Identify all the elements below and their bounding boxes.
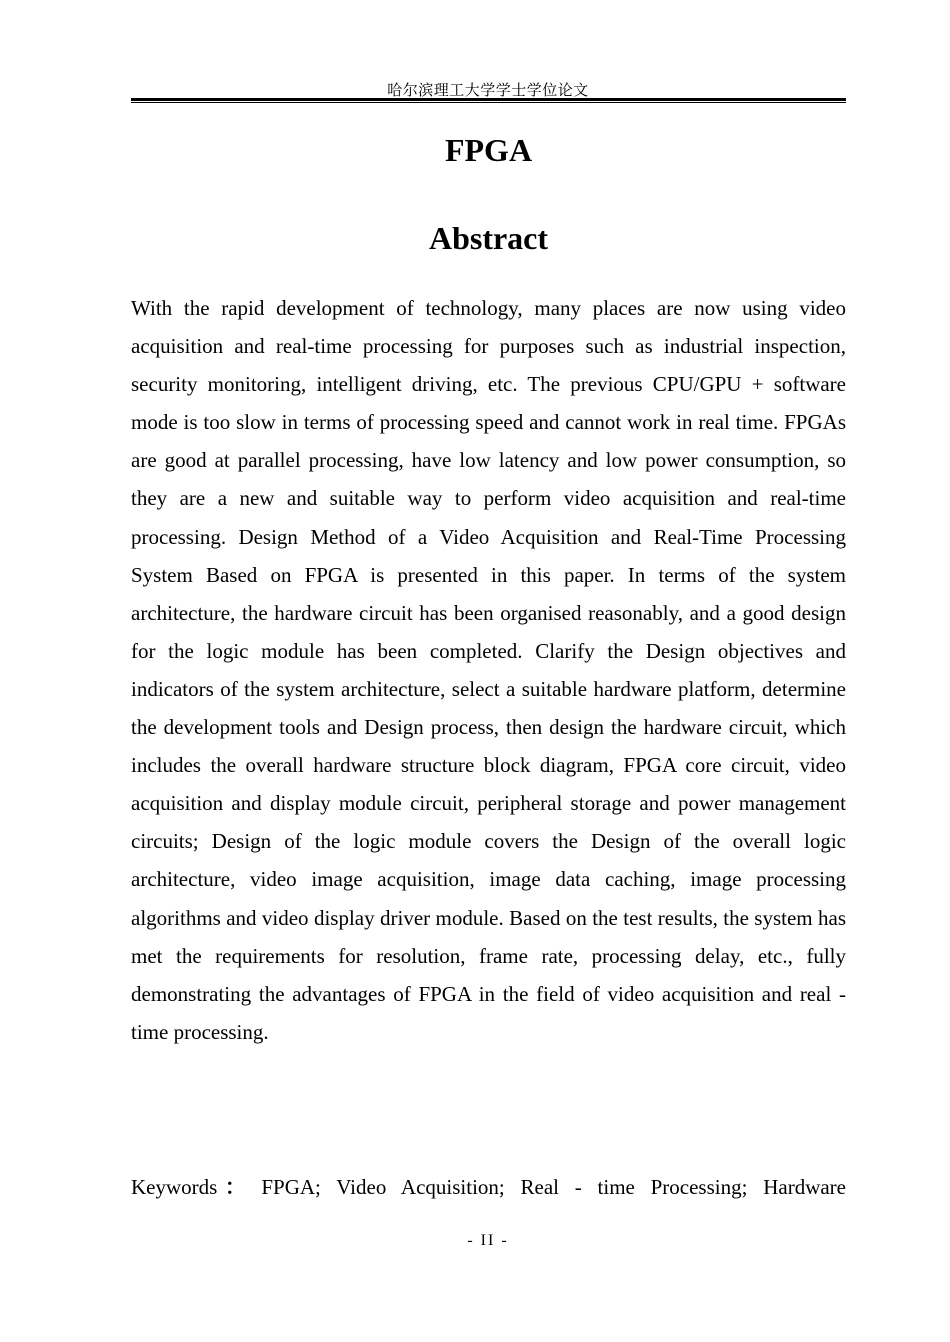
keywords-values: FPGA; Video Acquisition; Real - time Processing; Hardware bbox=[261, 1175, 846, 1199]
running-header: 哈尔滨理工大学学士学位论文 bbox=[387, 81, 589, 99]
abstract-body: With the rapid development of technology, many places are now using video acquisition and real-time processing for purposes such as industrial inspection, security monitoring, intelligent driving, etc. The previous CPU/GPU + software mode is too slow in terms of processing speed and cannot work in real time. FPGAs are good at parallel processing, have low latency and low power consumption, so they are a new and suitable way to perform video acquisition and real-time processing. Design Method of a Video Acquisition and Real-Time Processing System Based on FPGA is presented in this paper. In terms of the system architecture, the hardware circuit has been organised reasonably, and a good design for the logic module has been completed. Clarify the Design objectives and indicators of the system architecture, select a suitable hardware platform, determine the development tools and Design process, then design the hardware circuit, which includes the overall hardware structure block diagram, FPGA core circuit, video acquisition and display module circuit, peripheral storage and power management circuits; Design of the logic module covers the Design of the overall logic architecture, video image acquisition, image data caching, image processing algorithms and video display driver module. Based on the test results, the system has met the requirements for resolution, frame rate, processing delay, etc., fully demonstrating the advantages of FPGA in the field of video acquisition and real - time processing. bbox=[131, 296, 846, 1044]
abstract-heading: Abstract bbox=[428, 220, 549, 256]
keywords-label: Keywords bbox=[131, 1175, 218, 1199]
header-rule bbox=[131, 98, 846, 103]
keywords-colon: ： bbox=[217, 1175, 254, 1199]
page-number: - II - bbox=[467, 1232, 509, 1249]
thesis-title: FPGA bbox=[444, 132, 533, 168]
keywords-line bbox=[131, 1168, 846, 1206]
